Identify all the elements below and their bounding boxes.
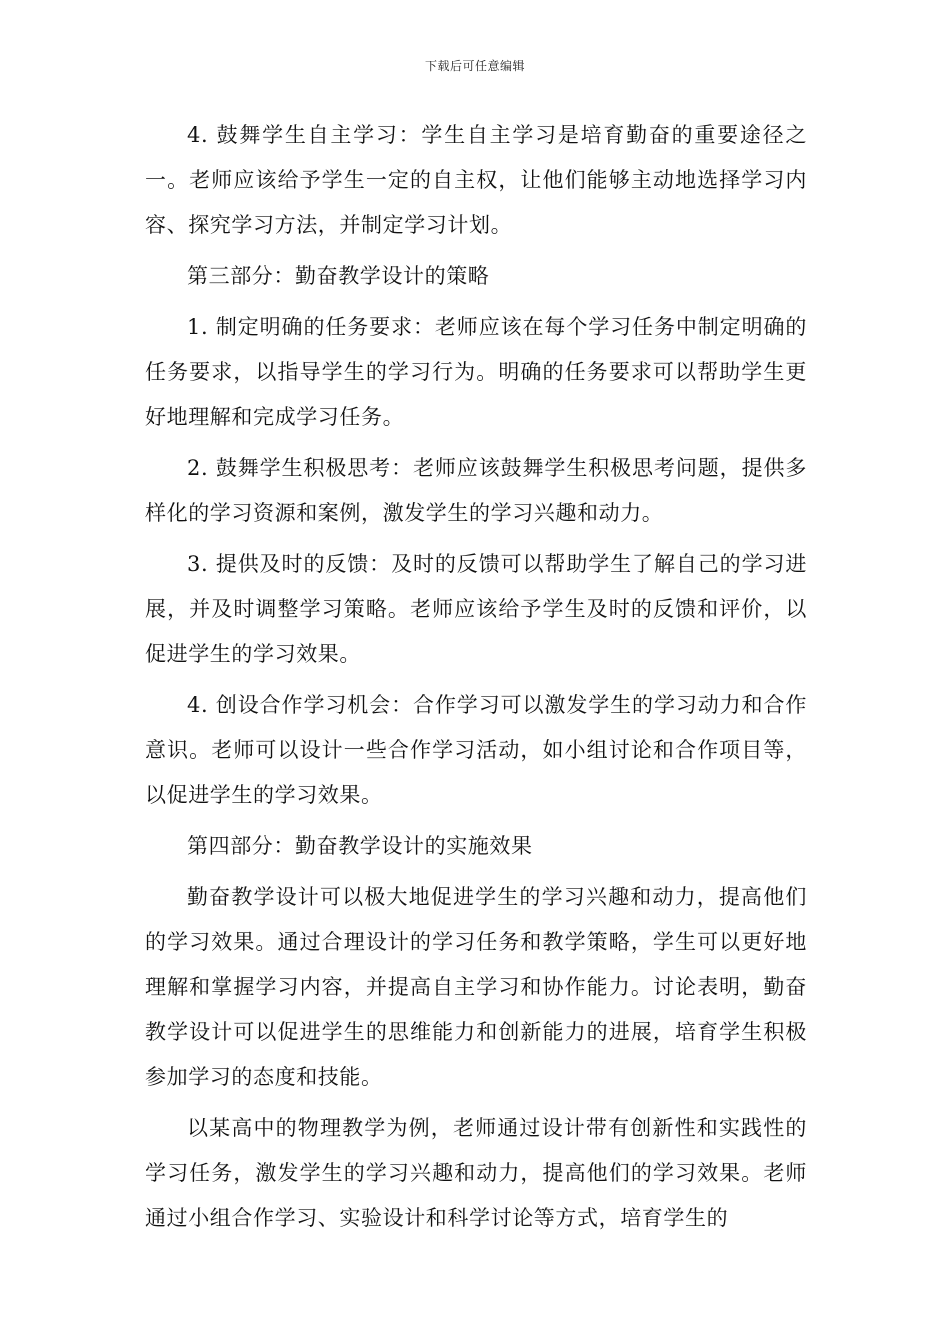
section-heading-part-three: 第三部分：勤奋教学设计的策略 <box>187 264 490 288</box>
section-heading-part-four: 第四部分：勤奋教学设计的实施效果 <box>187 834 533 858</box>
paragraph-active-thinking: 2. 鼓舞学生积极思考：老师应该鼓舞学生积极思考问题，提供多样化的学习资源和案例，激发学生的学习兴趣和动力。 <box>145 456 807 525</box>
paragraph-timely-feedback: 3. 提供及时的反馈：及时的反馈可以帮助学生了解自己的学习进展，并及时调整学习策略。老师应该给予学生及时的反馈和评价，以促进学生的学习效果。 <box>145 552 807 666</box>
paragraph-implementation-effect: 勤奋教学设计可以极大地促进学生的学习兴趣和动力，提高他们的学习效果。通过合理设计的学习任务和教学策略，学生可以更好地理解和掌握学习内容，并提高自主学习和协作能力。讨论表明，勤奋教学设计可以促进学生的思维能力和创新能力的进展，培育学生积极参加学习的态度和技能。 <box>145 885 807 1089</box>
paragraph-physics-example: 以某高中的物理教学为例，老师通过设计带有创新性和实践性的学习任务，激发学生的学习兴趣和动力，提高他们的学习效果。老师通过小组合作学习、实验设计和科学讨论等方式，培育学生的 <box>145 1116 807 1230</box>
header-note: 下载后可任意编辑 <box>424 59 525 73</box>
paragraph-cooperative-learning: 4. 创设合作学习机会：合作学习可以激发学生的学习动力和合作意识。老师可以设计一些合作学习活动，如小组讨论和合作项目等，以促进学生的学习效果。 <box>145 693 807 807</box>
paragraph-task-requirements: 1. 制定明确的任务要求：老师应该在每个学习任务中制定明确的任务要求，以指导学生的学习行为。明确的任务要求可以帮助学生更好地理解和完成学习任务。 <box>145 315 807 429</box>
document-body <box>145 113 807 1241</box>
paragraph-self-study: 4. 鼓舞学生自主学习：学生自主学习是培育勤奋的重要途径之一。老师应该给予学生一定的自主权，让他们能够主动地选择学习内容、探究学习方法，并制定学习计划。 <box>145 123 807 237</box>
